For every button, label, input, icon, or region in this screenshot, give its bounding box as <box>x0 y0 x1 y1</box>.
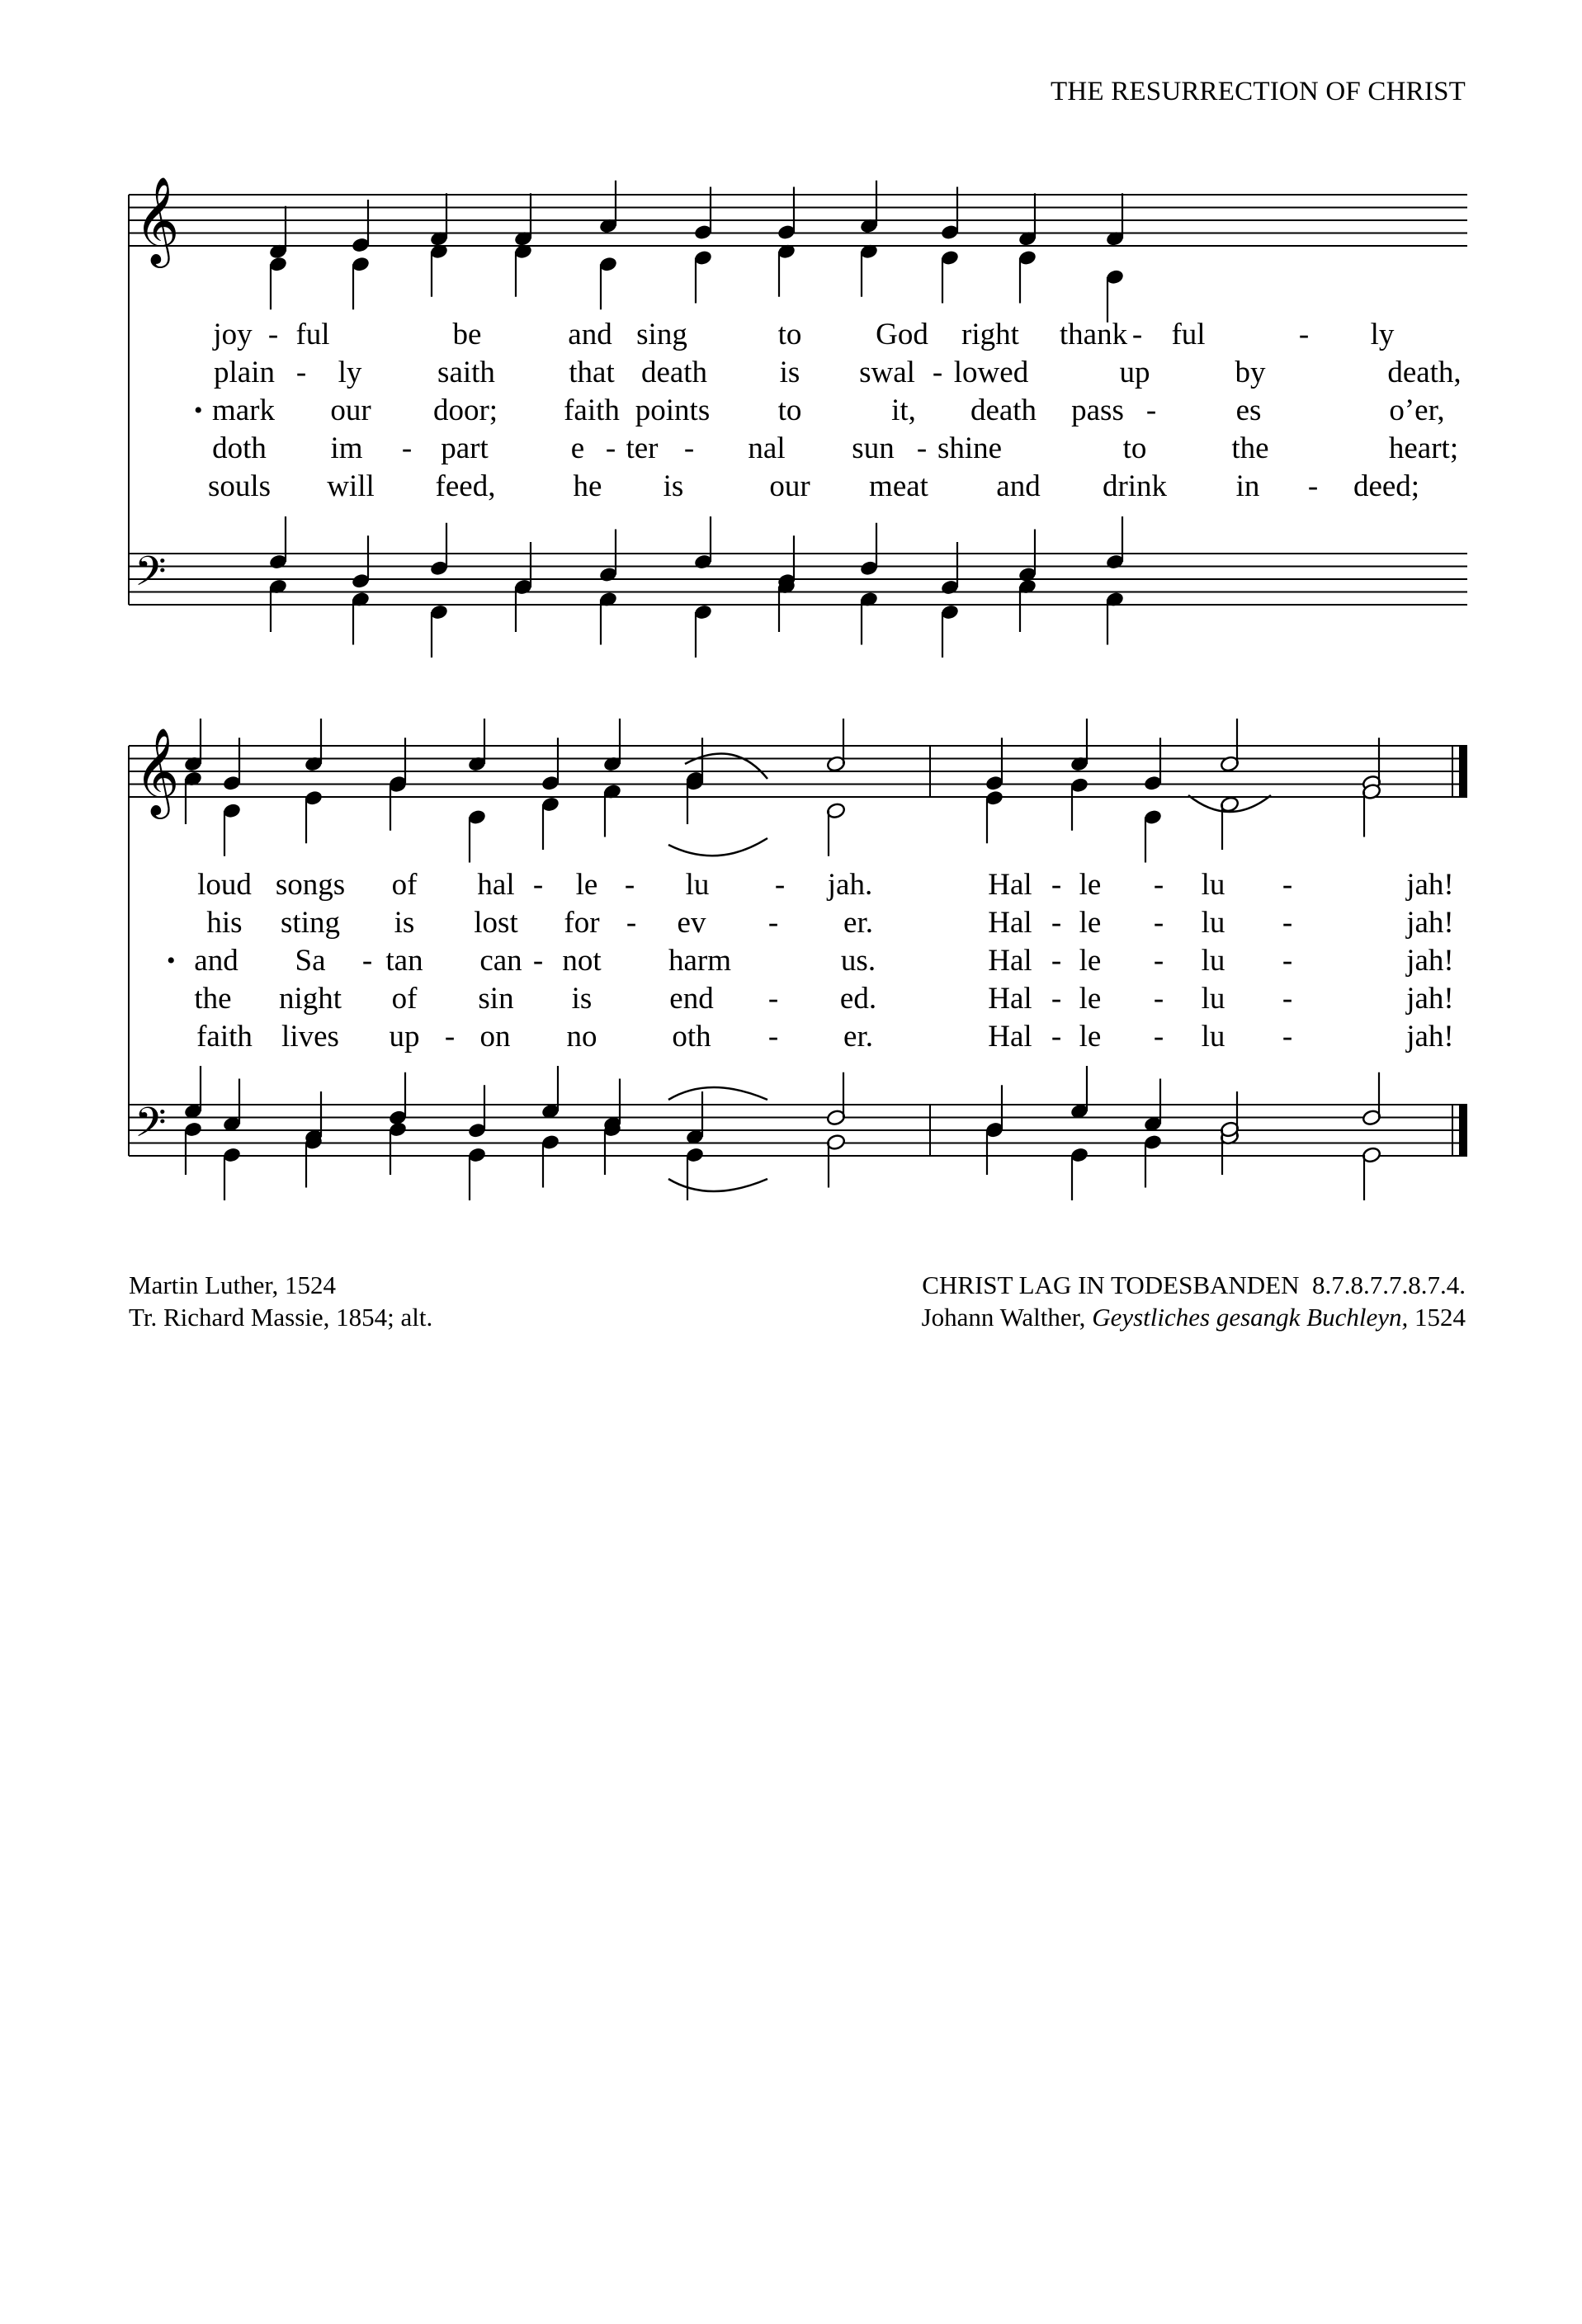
lyric-syllable: e <box>570 431 585 465</box>
lyric-hyphen: - <box>1282 1020 1293 1054</box>
lyric-hyphen: - <box>1051 906 1062 940</box>
lyric-hyphen: - <box>361 944 373 978</box>
lyric-syllable: le <box>1079 868 1102 902</box>
treble-clef-icon: 𝄞 <box>135 727 180 815</box>
lyric-syllable: door; <box>432 394 498 427</box>
lyric-syllable: jah! <box>1406 868 1454 902</box>
lyric-hyphen: - <box>1131 318 1143 351</box>
lyric-syllable: feed, <box>435 469 496 503</box>
lyric-syllable: faith <box>564 394 620 427</box>
lyric-syllable: sin <box>478 982 514 1016</box>
lyric-syllable: lost <box>474 906 518 940</box>
lyric-syllable: be <box>452 318 482 351</box>
lyric-hyphen: - <box>532 868 544 902</box>
lyric-hyphen: - <box>1153 868 1164 902</box>
lyric-syllable: night <box>278 982 342 1016</box>
lyric-syllable: on <box>479 1020 511 1054</box>
lyric-hyphen: - <box>1051 868 1062 902</box>
lyric-syllable: mark <box>211 394 276 427</box>
lyric-syllable: deed; <box>1353 469 1420 503</box>
lyric-syllable: meat <box>869 469 928 503</box>
lyric-syllable: end <box>669 982 714 1016</box>
lyric-syllable: to <box>777 318 802 351</box>
lyric-syllable: pass <box>1071 394 1124 427</box>
lyric-syllable: ful <box>1171 318 1206 351</box>
composer: Johann Walther, <box>921 1303 1086 1332</box>
lyric-syllable: ed. <box>839 982 877 1016</box>
lyric-hyphen: - <box>295 356 307 389</box>
lyric-syllable: joy <box>213 318 253 351</box>
lyric-syllable: not <box>562 944 602 978</box>
lyric-syllable: his <box>206 906 243 940</box>
lyric-syllable: harm <box>668 944 732 978</box>
lyric-hyphen: - <box>401 431 413 465</box>
lyric-syllable: Hal <box>988 1020 1032 1054</box>
lyric-syllable: lu <box>1201 982 1225 1016</box>
lyric-syllable: is <box>394 906 415 940</box>
lyric-syllable: part <box>441 431 489 465</box>
lyric-syllable: lu <box>1201 868 1225 902</box>
lyric-hyphen: - <box>624 868 635 902</box>
lyric-syllable: right <box>961 318 1019 351</box>
lyric-hyphen: - <box>1051 944 1062 978</box>
lyric-syllable: is <box>663 469 684 503</box>
lyric-syllable: of <box>391 868 418 902</box>
verse-marker: • <box>167 947 176 974</box>
lyric-syllable: and <box>568 318 612 351</box>
lyric-hyphen: - <box>916 431 928 465</box>
lyric-hyphen: - <box>1153 982 1164 1016</box>
lyric-syllable: oth <box>672 1020 711 1054</box>
lyric-syllable: jah! <box>1406 982 1454 1016</box>
lyric-syllable: songs <box>275 868 346 902</box>
tune-line <box>922 1269 1466 1301</box>
lyric-hyphen: - <box>774 868 786 902</box>
lyric-syllable: for <box>564 906 600 940</box>
final-barline-thick <box>1459 746 1467 797</box>
lyric-syllable: Hal <box>988 906 1032 940</box>
lyric-hyphen: - <box>767 906 779 940</box>
lyric-hyphen: - <box>267 318 279 351</box>
lyric-hyphen: - <box>767 982 779 1016</box>
lyric-syllable: shine <box>937 431 1003 465</box>
lyric-hyphen: - <box>1282 944 1293 978</box>
lyric-syllable: loud <box>197 868 252 902</box>
lyric-hyphen: - <box>626 906 637 940</box>
lyric-syllable: doth <box>212 431 267 465</box>
lyric-syllable: by <box>1235 356 1266 389</box>
lyric-syllable: will <box>327 469 375 503</box>
lyric-syllable: up <box>389 1020 420 1054</box>
lyric-syllable: is <box>571 982 593 1016</box>
lyric-syllable: ful <box>295 318 330 351</box>
verse-marker: • <box>194 397 203 424</box>
lyric-syllable: Sa <box>295 944 326 978</box>
lyric-syllable: death <box>970 394 1037 427</box>
lyric-syllable: jah! <box>1406 944 1454 978</box>
lyric-syllable: it, <box>891 394 916 427</box>
lyric-syllable: us. <box>840 944 876 978</box>
lyric-hyphen: - <box>1307 469 1319 503</box>
lyric-hyphen: - <box>1282 868 1293 902</box>
lyric-hyphen: - <box>532 944 544 978</box>
meter: 8.7.8.7.7.8.7.4. <box>1312 1270 1466 1299</box>
lyric-syllable: no <box>566 1020 597 1054</box>
lyric-syllable: drink <box>1102 469 1168 503</box>
lyric-syllable: and <box>996 469 1041 503</box>
lyric-syllable: to <box>777 394 802 427</box>
slur <box>668 838 767 856</box>
lyric-syllable: tan <box>385 944 423 978</box>
slur <box>668 1179 767 1191</box>
lyric-syllable: le <box>575 868 598 902</box>
lyric-syllable: death <box>640 356 708 389</box>
lyric-hyphen: - <box>767 1020 779 1054</box>
bass-clef-icon: 𝄢 <box>135 1099 167 1157</box>
lyric-hyphen: - <box>1298 318 1310 351</box>
lyric-syllable: lu <box>1201 944 1225 978</box>
lyric-syllable: God <box>876 318 928 351</box>
lyric-syllable: that <box>569 356 615 389</box>
source-title: Geystliches gesangk Buchleyn, <box>1092 1303 1409 1332</box>
lyric-hyphen: - <box>1145 394 1157 427</box>
lyric-syllable: our <box>769 469 810 503</box>
lyric-syllable: lu <box>1201 1020 1225 1054</box>
lyric-syllable: ter <box>626 431 659 465</box>
lyric-syllable: points <box>635 394 711 427</box>
lyric-syllable: in <box>1235 469 1260 503</box>
lyric-syllable: the <box>194 982 232 1016</box>
lyric-syllable: of <box>391 982 418 1016</box>
lyric-syllable: ly <box>338 356 362 389</box>
page-header: THE RESURRECTION OF CHRIST <box>1051 77 1466 106</box>
lyric-syllable: heart; <box>1388 431 1459 465</box>
lyric-syllable: is <box>779 356 800 389</box>
lyric-syllable: o’er, <box>1389 394 1445 427</box>
slur <box>668 1087 767 1100</box>
lyric-syllable: ly <box>1370 318 1395 351</box>
lyric-syllable: nal <box>748 431 786 465</box>
bass-clef-icon: 𝄢 <box>135 548 167 606</box>
final-barline-thick <box>1459 1105 1467 1156</box>
lyric-syllable: le <box>1079 1020 1102 1054</box>
lyric-syllable: jah. <box>827 868 873 902</box>
lyric-syllable: saith <box>437 356 495 389</box>
composer-line <box>922 1301 1466 1333</box>
tune-credits <box>922 1269 1466 1333</box>
lyric-syllable: lu <box>1201 906 1225 940</box>
lyric-syllable: hal <box>477 868 515 902</box>
lyric-hyphen: - <box>1051 982 1062 1016</box>
lyric-syllable: our <box>330 394 371 427</box>
lyric-hyphen: - <box>1051 1020 1062 1054</box>
tune-name: CHRIST LAG IN TODESBANDEN <box>922 1270 1300 1299</box>
lyric-syllable: sun <box>852 431 895 465</box>
lyric-syllable: sing <box>636 318 687 351</box>
lyric-syllable: er. <box>843 1020 873 1054</box>
text-credits <box>129 1269 432 1333</box>
lyric-syllable: faith <box>196 1020 253 1054</box>
lyric-syllable: er. <box>843 906 873 940</box>
lyric-syllable: up <box>1119 356 1150 389</box>
lyric-hyphen: - <box>683 431 695 465</box>
lyric-syllable: swal <box>859 356 915 389</box>
lyric-syllable: he <box>573 469 602 503</box>
lyric-syllable: plain <box>214 356 275 389</box>
lyric-syllable: to <box>1122 431 1147 465</box>
lyric-syllable: lives <box>281 1020 339 1054</box>
lyric-syllable: le <box>1079 944 1102 978</box>
lyric-syllable: lowed <box>953 356 1029 389</box>
source-year: 1524 <box>1414 1303 1466 1332</box>
lyric-syllable: can <box>479 944 522 978</box>
treble-clef-icon: 𝄞 <box>135 176 180 264</box>
lyric-hyphen: - <box>444 1020 456 1054</box>
lyric-hyphen: - <box>1153 906 1164 940</box>
lyric-hyphen: - <box>605 431 616 465</box>
lyric-syllable: Hal <box>988 868 1032 902</box>
lyric-syllable: Hal <box>988 944 1032 978</box>
lyric-hyphen: - <box>932 356 943 389</box>
lyric-syllable: le <box>1079 982 1102 1016</box>
lyric-syllable: jah! <box>1406 1020 1454 1054</box>
lyric-syllable: lu <box>685 868 710 902</box>
lyric-syllable: es <box>1235 394 1262 427</box>
lyric-syllable: the <box>1231 431 1269 465</box>
lyric-hyphen: - <box>1153 944 1164 978</box>
lyric-syllable: thank <box>1059 318 1128 351</box>
text-author: Martin Luther, 1524 <box>129 1270 337 1299</box>
translator: Tr. Richard Massie, 1854; alt. <box>129 1303 433 1332</box>
lyric-syllable: le <box>1079 906 1102 940</box>
lyric-syllable: Hal <box>988 982 1032 1016</box>
lyric-hyphen: - <box>1153 1020 1164 1054</box>
lyric-hyphen: - <box>1282 906 1293 940</box>
lyric-syllable: im <box>330 431 363 465</box>
lyric-syllable: souls <box>207 469 272 503</box>
lyric-syllable: jah! <box>1406 906 1454 940</box>
lyric-syllable: death, <box>1387 356 1462 389</box>
lyric-syllable: sting <box>281 906 340 940</box>
lyric-syllable: ev <box>677 906 706 940</box>
lyric-hyphen: - <box>1282 982 1293 1016</box>
lyric-syllable: and <box>194 944 238 978</box>
